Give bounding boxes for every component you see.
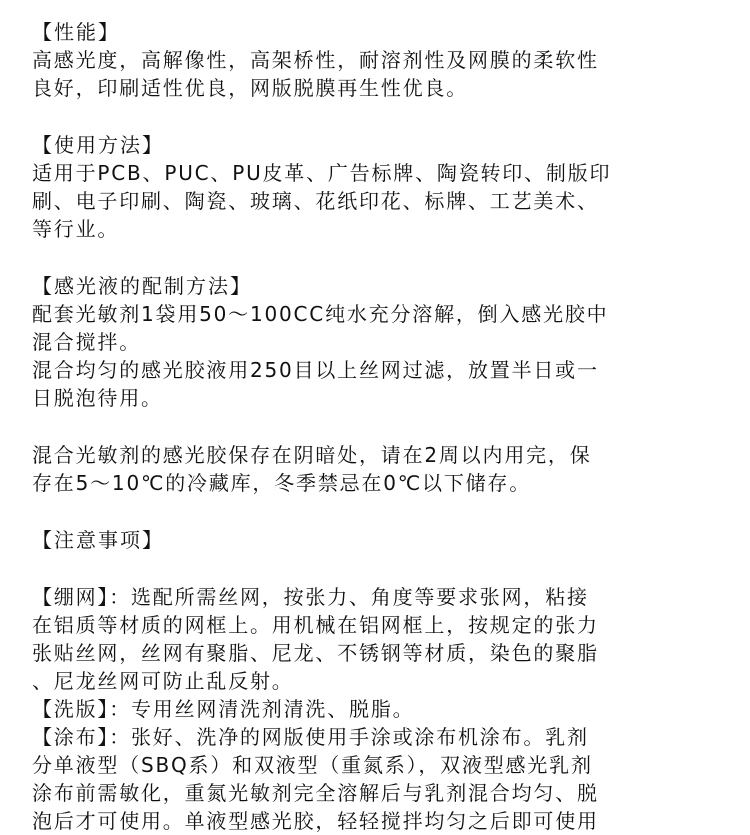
usage-heading: 【使用方法】 bbox=[32, 133, 164, 157]
usage-section bbox=[32, 131, 732, 243]
notes-line: 【涂布】：张好、洗净的网版使用手涂或涂布机涂布。乳剂 bbox=[32, 725, 589, 749]
notes-line: 在铝质等材质的网框上。用机械在铝网框上，按规定的张力 bbox=[32, 613, 599, 637]
preparation-heading: 【感光液的配制方法】 bbox=[32, 274, 252, 298]
notes-line: 涂布前需敏化，重氮光敏剂完全溶解后与乳剂混合均匀、脱 bbox=[32, 781, 599, 805]
usage-line: 等行业。 bbox=[32, 217, 120, 241]
preparation-line: 混合搅拌。 bbox=[32, 330, 141, 354]
notes-heading: 【注意事项】 bbox=[32, 528, 164, 552]
usage-line: 刷、电子印刷、陶瓷、玻璃、花纸印花、标牌、工艺美术、 bbox=[32, 189, 599, 213]
preparation-line: 配套光敏剂1袋用50～100CC纯水充分溶解，倒入感光胶中 bbox=[32, 302, 609, 326]
storage-line: 存在5～10℃的冷藏库，冬季禁忌在0℃以下储存。 bbox=[32, 471, 532, 495]
notes-section bbox=[32, 526, 732, 835]
section-spacer bbox=[32, 243, 732, 272]
performance-heading: 【性能】 bbox=[32, 20, 120, 44]
preparation-line: 日脱泡待用。 bbox=[32, 386, 163, 410]
section-spacer bbox=[32, 412, 732, 441]
usage-line: 适用于PCB、PUC、PU皮革、广告标牌、陶瓷转印、制版印 bbox=[32, 161, 612, 185]
notes-line: 泡后才可使用。单液型感光胶，轻轻搅拌均匀之后即可使用 bbox=[32, 809, 599, 833]
document-body bbox=[32, 18, 732, 835]
notes-line: 张贴丝网，丝网有聚脂、尼龙、不锈钢等材质，染色的聚脂 bbox=[32, 641, 599, 665]
storage-section bbox=[32, 441, 732, 497]
performance-line: 高感光度，高解像性，高架桥性，耐溶剂性及网膜的柔软性 bbox=[32, 48, 599, 72]
performance-section bbox=[32, 18, 732, 102]
section-spacer bbox=[32, 102, 732, 131]
section-spacer bbox=[32, 554, 732, 583]
notes-line: 分单液型（SBQ系）和双液型（重氮系），双液型感光乳剂 bbox=[32, 753, 593, 777]
section-spacer bbox=[32, 497, 732, 526]
notes-line: 【洗版】：专用丝网清洗剂清洗、脱脂。 bbox=[32, 697, 415, 721]
notes-line: 、尼龙丝网可防止乱反射。 bbox=[32, 669, 294, 693]
notes-line: 【绷网】：选配所需丝网，按张力、角度等要求张网，粘接 bbox=[32, 585, 589, 609]
storage-line: 混合光敏剂的感光胶保存在阴暗处，请在2周以内用完，保 bbox=[32, 443, 592, 467]
performance-line: 良好，印刷适性优良，网版脱膜再生性优良。 bbox=[32, 76, 468, 100]
preparation-line: 混合均匀的感光胶液用250目以上丝网过滤，放置半日或一 bbox=[32, 358, 599, 382]
preparation-section bbox=[32, 272, 732, 412]
